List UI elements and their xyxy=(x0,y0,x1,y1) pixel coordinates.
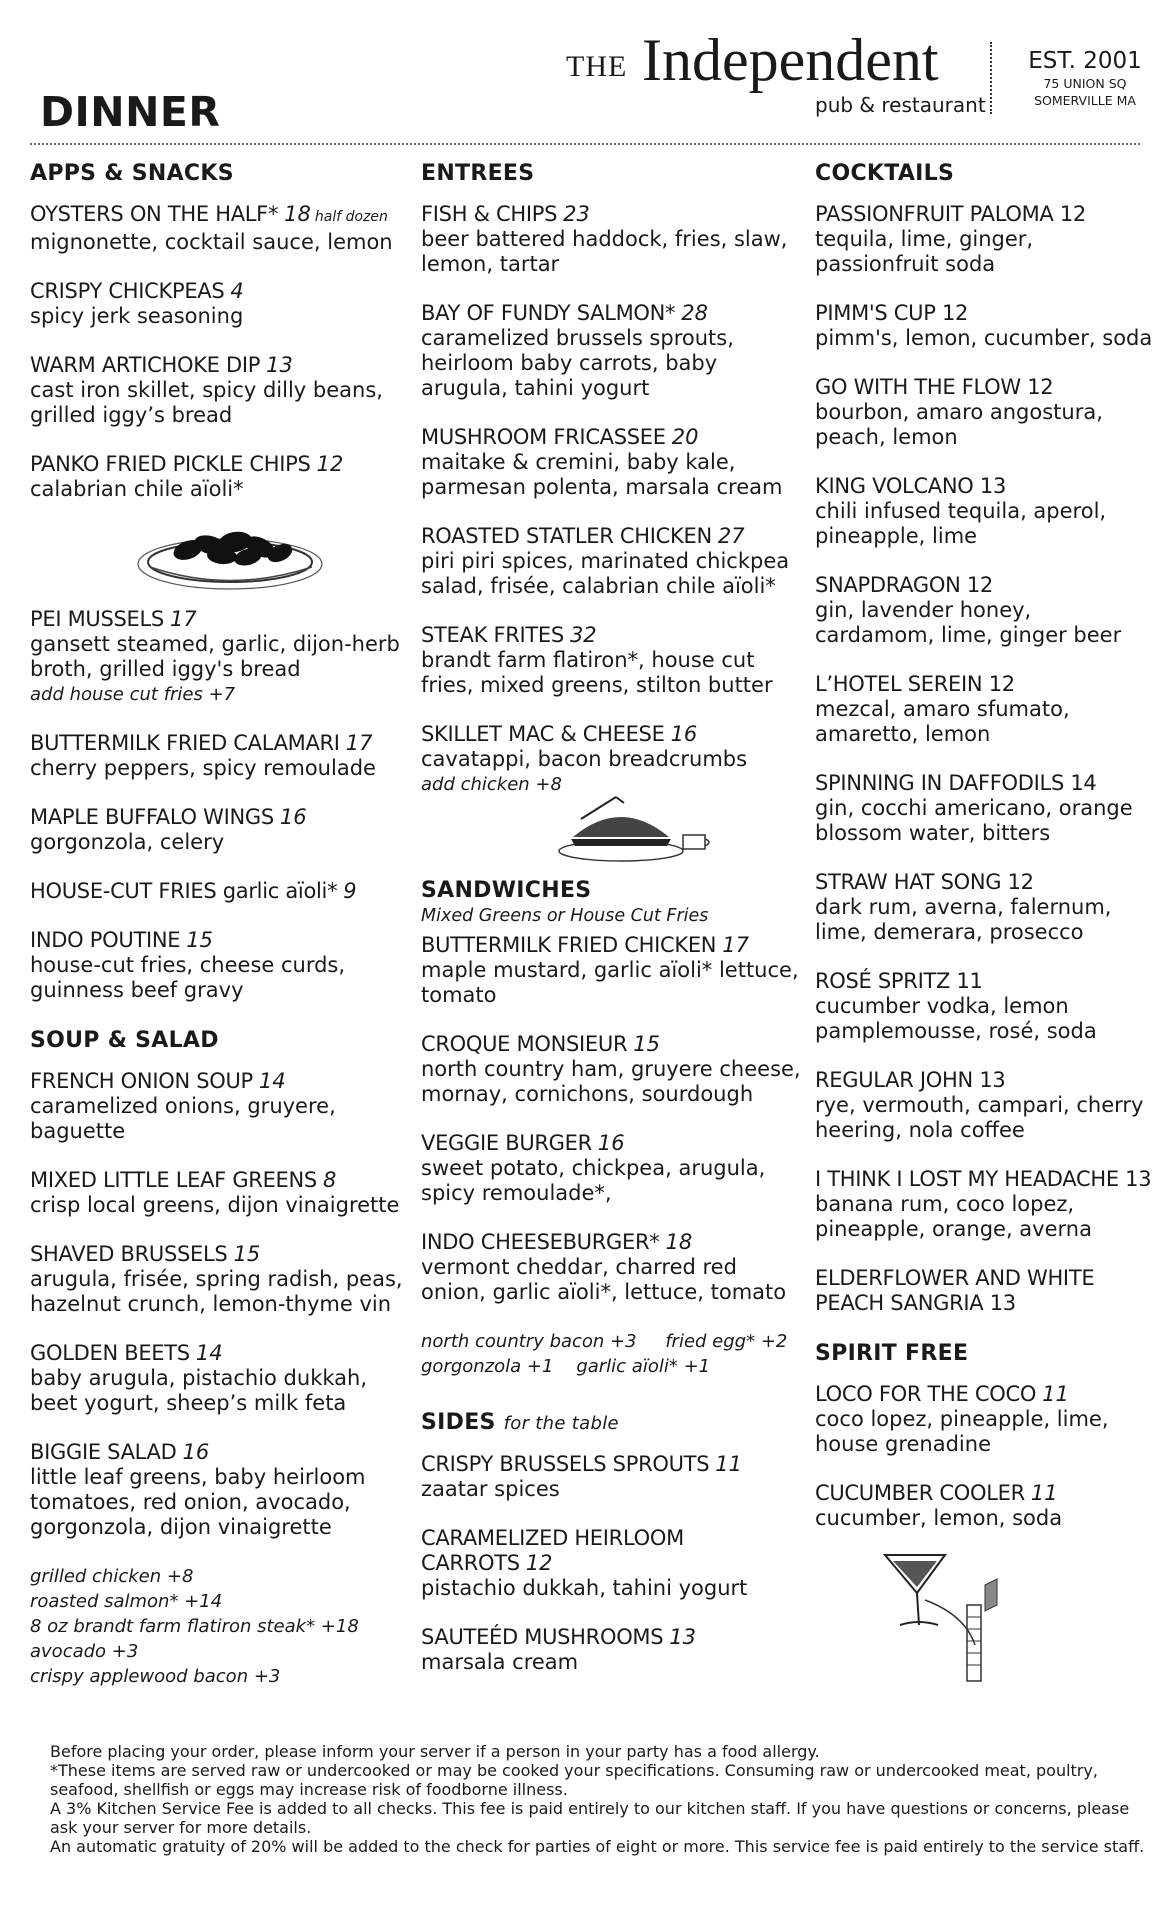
menu-item-price: 16 xyxy=(670,722,698,746)
menu-item-price: 11 xyxy=(1030,1481,1058,1505)
burger-illustration xyxy=(421,789,801,869)
soup-salad-list xyxy=(30,1069,410,1540)
menu-item-description: arugula, frisée, spring radish, peas, hazelnut crunch, lemon-thyme vin xyxy=(30,1267,403,1316)
menu-item-header xyxy=(815,771,1155,796)
footer-raw-food-notice: *These items are served raw or undercooked or may be cooked your specifications. Consuming raw or undercooked meat, poultry, seafood, shellfish or eggs may increase risk of foodborne illness. xyxy=(50,1761,1098,1799)
sandwiches-subtitle: Mixed Greens or House Cut Fries xyxy=(421,906,709,926)
menu-item-description: chili infused tequila, aperol, pineapple, lime xyxy=(815,499,1107,548)
menu-item-name: MUSHROOM FRICASSEE xyxy=(421,425,666,449)
menu-item-name: SPINNING IN DAFFODILS 14 xyxy=(815,771,1097,795)
menu-item-name: ELDERFLOWER AND WHITE PEACH SANGRIA 13 xyxy=(815,1266,1095,1315)
menu-item xyxy=(30,928,410,1003)
menu-item xyxy=(815,1167,1155,1242)
spirit-free-list xyxy=(815,1382,1155,1531)
menu-item-price: 17 xyxy=(722,933,749,957)
menu-item-name: STRAW HAT SONG 12 xyxy=(815,870,1034,894)
menu-item-price: 18 xyxy=(665,1230,693,1254)
menu-item-price-note: half dozen xyxy=(314,209,388,225)
section-title-sides xyxy=(421,1409,801,1438)
menu-item-price: 12 xyxy=(525,1551,553,1575)
menu-item-header xyxy=(30,452,410,477)
menu-item-header xyxy=(421,1452,801,1477)
menu-item xyxy=(815,1481,1155,1531)
menu-item-header xyxy=(421,933,801,958)
menu-item xyxy=(30,1242,410,1317)
menu-item-name: VEGGIE BURGER xyxy=(421,1131,592,1155)
menu-item-price: 18 xyxy=(284,202,311,226)
menu-item-description: little leaf greens, baby heirloom tomatoes, red onion, avocado, gorgonzola, dijon vinaigrette xyxy=(30,1465,366,1539)
menu-item-name: FRENCH ONION SOUP xyxy=(30,1069,253,1093)
menu-item xyxy=(815,771,1155,846)
menu-item xyxy=(30,1440,410,1540)
menu-item-price: 9 xyxy=(343,879,357,903)
menu-item xyxy=(815,375,1155,450)
menu-item-header xyxy=(421,524,801,549)
menu-item-price: 28 xyxy=(681,301,708,325)
menu-item-header xyxy=(421,1131,801,1156)
menu-item-price: 13 xyxy=(266,353,293,377)
menu-item-header xyxy=(815,1382,1155,1407)
menu-item-description: maple mustard, garlic aïoli* lettuce, tomato xyxy=(421,958,799,1007)
menu-item-header xyxy=(815,573,1155,598)
menu-item xyxy=(421,1526,801,1601)
menu-item-description: cast iron skillet, spicy dilly beans, grilled iggy’s bread xyxy=(30,378,383,427)
column-entrees xyxy=(421,160,801,1699)
salad-addon: grilled chicken +8 xyxy=(30,1566,194,1587)
sandwich-addon: gorgonzola +1 xyxy=(421,1356,554,1377)
menu-item xyxy=(30,879,410,904)
menu-item xyxy=(815,1068,1155,1143)
logo-divider xyxy=(990,42,992,114)
menu-item-name: PANKO FRIED PICKLE CHIPS xyxy=(30,452,311,476)
menu-item-description: rye, vermouth, campari, cherry heering, nola coffee xyxy=(815,1093,1144,1142)
menu-item xyxy=(815,672,1155,747)
menu-item-addon-note: add house cut fries +7 xyxy=(30,684,236,705)
menu-item-description: cucumber, lemon, soda xyxy=(815,1506,1063,1530)
menu-item-price: 16 xyxy=(182,1440,210,1464)
menu-item-name: SHAVED BRUSSELS xyxy=(30,1242,228,1266)
menu-item-description: caramelized onions, gruyere, baguette xyxy=(30,1094,336,1143)
menu-item-description: coco lopez, pineapple, lime, house grenadine xyxy=(815,1407,1109,1456)
menu-item xyxy=(421,524,801,599)
sandwich-addon: garlic aïoli* +1 xyxy=(576,1356,711,1377)
menu-item-description: gin, lavender honey, cardamom, lime, ginger beer xyxy=(815,598,1122,647)
sandwiches-list xyxy=(421,933,801,1305)
menu-item-header xyxy=(421,202,801,227)
menu-item-description: brandt farm flatiron*, house cut fries, mixed greens, stilton butter xyxy=(421,648,773,697)
menu-item-name: CRISPY BRUSSELS SPROUTS xyxy=(421,1452,710,1476)
menu-item-header xyxy=(421,1625,801,1650)
menu-item-header xyxy=(30,928,410,953)
menu-item-name: L’HOTEL SEREIN 12 xyxy=(815,672,1015,696)
column-cocktails xyxy=(815,160,1155,1685)
menu-item-name: MAPLE BUFFALO WINGS xyxy=(30,805,274,829)
menu-item-name: ROASTED STATLER CHICKEN xyxy=(421,524,712,548)
menu-item-description: marsala cream xyxy=(421,1650,579,1674)
menu-item-name: CRISPY CHICKPEAS xyxy=(30,279,225,303)
menu-item-name: BUTTERMILK FRIED CALAMARI xyxy=(30,731,340,755)
section-title-sandwiches: SANDWICHES xyxy=(421,878,592,903)
menu-item-header xyxy=(815,375,1155,400)
menu-item-header xyxy=(815,969,1155,994)
menu-item-name: REGULAR JOHN 13 xyxy=(815,1068,1006,1092)
mussels-plate-illustration xyxy=(30,512,410,597)
menu-item xyxy=(421,301,801,401)
footer-gratuity-notice: An automatic gratuity of 20% will be added to the check for parties of eight or more. This service fee is paid entirely to the service staff. xyxy=(50,1837,1145,1856)
menu-item-header xyxy=(30,1242,410,1267)
menu-item-price: 23 xyxy=(563,202,590,226)
cocktails-list xyxy=(815,202,1155,1316)
menu-item-header xyxy=(815,1266,1155,1316)
menu-item-description: bourbon, amaro angostura, peach, lemon xyxy=(815,400,1103,449)
menu-item xyxy=(815,202,1155,277)
menu-item xyxy=(421,1230,801,1305)
menu-item-header xyxy=(815,870,1155,895)
menu-item-price: 8 xyxy=(322,1168,337,1192)
menu-item-description: cucumber vodka, lemon pamplemousse, rosé, soda xyxy=(815,994,1097,1043)
menu-item-name: INDO POUTINE xyxy=(30,928,181,952)
menu-item-description: beer battered haddock, fries, slaw, lemon, tartar xyxy=(421,227,788,276)
menu-item-description: dark rum, averna, falernum, lime, demerara, prosecco xyxy=(815,895,1112,944)
menu-item xyxy=(30,1168,410,1218)
menu-item-header xyxy=(815,1481,1155,1506)
menu-item-name: CARAMELIZED HEIRLOOM CARROTS xyxy=(421,1526,684,1575)
menu-item-price: 17 xyxy=(345,731,373,755)
sides-title: SIDES xyxy=(421,1410,496,1435)
menu-item xyxy=(421,933,801,1008)
menu-item xyxy=(815,573,1155,648)
menu-item xyxy=(421,425,801,500)
menu-item-price: 15 xyxy=(233,1242,261,1266)
menu-item xyxy=(30,731,410,781)
menu-item-description: gansett steamed, garlic, dijon-herb broth, grilled iggy's bread xyxy=(30,632,400,681)
menu-item-description: mezcal, amaro sfumato, amaretto, lemon xyxy=(815,697,1070,746)
menu-item-header xyxy=(421,623,801,648)
menu-item xyxy=(30,1069,410,1144)
sandwich-addon: fried egg* +2 xyxy=(665,1331,788,1352)
menu-item-header xyxy=(815,301,1155,326)
menu-item-header xyxy=(30,805,410,830)
menu-item xyxy=(421,1452,801,1502)
menu-item xyxy=(815,969,1155,1044)
menu-item-name: SAUTEÉD MUSHROOMS xyxy=(421,1625,664,1649)
menu-item-name: BAY OF FUNDY SALMON* xyxy=(421,301,676,325)
menu-item-description: calabrian chile aïoli* xyxy=(30,477,244,501)
menu-item-header xyxy=(30,1069,410,1094)
menu-item xyxy=(815,301,1155,351)
menu-item-header xyxy=(30,731,410,756)
section-title-apps: APPS & SNACKS xyxy=(30,161,234,186)
menu-item xyxy=(421,1032,801,1107)
menu-item-price: 15 xyxy=(186,928,213,952)
apps-list-continued xyxy=(30,607,410,1003)
column-apps-salad xyxy=(30,160,410,1689)
footer-kitchen-fee-notice: A 3% Kitchen Service Fee is added to all checks. This fee is paid entirely to our kitchen staff. If you have questions or concerns, please ask your server for more details. xyxy=(50,1799,1130,1837)
salad-addon: roasted salmon* +14 xyxy=(30,1591,223,1612)
menu-item xyxy=(30,279,410,329)
menu-item-header xyxy=(421,425,801,450)
menu-item-price: 16 xyxy=(597,1131,625,1155)
menu-item-name: HOUSE-CUT FRIES garlic aïoli* xyxy=(30,879,338,903)
menu-item-price: 32 xyxy=(569,623,597,647)
apps-list xyxy=(30,202,410,502)
menu-item-price: 4 xyxy=(230,279,244,303)
menu-item-price: 27 xyxy=(717,524,745,548)
menu-item-name: OYSTERS ON THE HALF* xyxy=(30,202,279,226)
menu-item-name: CROQUE MONSIEUR xyxy=(421,1032,628,1056)
menu-item-price: 13 xyxy=(669,1625,697,1649)
menu-item-header xyxy=(815,202,1155,227)
cocktail-glass-illustration xyxy=(815,1545,1155,1685)
menu-item-header xyxy=(30,279,410,304)
sandwich-addon: north country bacon +3 xyxy=(421,1331,637,1352)
section-title-spirit-free: SPIRIT FREE xyxy=(815,1341,969,1366)
menu-item-name: MIXED LITTLE LEAF GREENS xyxy=(30,1168,317,1192)
menu-item-name: PASSIONFRUIT PALOMA 12 xyxy=(815,202,1086,226)
menu-item-header xyxy=(30,1440,410,1465)
salad-addon: crispy applewood bacon +3 xyxy=(30,1666,281,1687)
menu-item-name: GOLDEN BEETS xyxy=(30,1341,190,1365)
menu-item-price: 17 xyxy=(169,607,197,631)
menu-item xyxy=(421,623,801,698)
menu-item-name: I THINK I LOST MY HEADACHE 13 xyxy=(815,1167,1152,1191)
menu-item-name: PIMM'S CUP 12 xyxy=(815,301,969,325)
menu-item-description: pistachio dukkah, tahini yogurt xyxy=(421,1576,748,1600)
menu-item-name: CUCUMBER COOLER xyxy=(815,1481,1025,1505)
menu-item-header xyxy=(815,1068,1155,1093)
menu-item xyxy=(815,1266,1155,1316)
menu-item-description: house-cut fries, cheese curds, guinness beef gravy xyxy=(30,953,346,1002)
menu-item-name: FISH & CHIPS xyxy=(421,202,558,226)
salad-addon: 8 oz brandt farm flatiron steak* +18 xyxy=(30,1616,359,1637)
menu-item-description: north country ham, gruyere cheese, mornay, cornichons, sourdough xyxy=(421,1057,801,1106)
logo-the: THE xyxy=(566,50,628,83)
menu-item-description: zaatar spices xyxy=(421,1477,560,1501)
menu-item-name: PEI MUSSELS xyxy=(30,607,164,631)
menu-item-header xyxy=(30,353,410,378)
menu-item xyxy=(421,202,801,277)
menu-item-name: ROSÉ SPRITZ 11 xyxy=(815,969,983,993)
menu-item-name: WARM ARTICHOKE DIP xyxy=(30,353,261,377)
menu-item xyxy=(421,1131,801,1206)
menu-item-description: vermont cheddar, charred red onion, garlic aïoli*, lettuce, tomato xyxy=(421,1255,787,1304)
menu-item-price: 12 xyxy=(316,452,344,476)
sandwich-addons xyxy=(421,1329,801,1379)
address-street: 75 UNION SQ xyxy=(1043,76,1127,91)
salad-addon: avocado +3 xyxy=(30,1641,139,1662)
menu-item-price: 16 xyxy=(279,805,307,829)
entrees-list xyxy=(421,202,801,797)
header-divider xyxy=(30,143,1140,145)
menu-item-name: BUTTERMILK FRIED CHICKEN xyxy=(421,933,717,957)
menu-item xyxy=(30,805,410,855)
sides-list xyxy=(421,1452,801,1675)
menu-item-description: pimm's, lemon, cucumber, soda xyxy=(815,326,1153,350)
section-title-soup-salad: SOUP & SALAD xyxy=(30,1028,219,1053)
section-title-cocktails: COCKTAILS xyxy=(815,161,955,186)
menu-item-description: banana rum, coco lopez, pineapple, orange, averna xyxy=(815,1192,1092,1241)
menu-item xyxy=(30,353,410,428)
menu-item-description: cavatappi, bacon breadcrumbs xyxy=(421,747,748,771)
menu-item-description: baby arugula, pistachio dukkah, beet yogurt, sheep’s milk feta xyxy=(30,1366,368,1415)
menu-item-description: spicy jerk seasoning xyxy=(30,304,244,328)
section-title-entrees: ENTREES xyxy=(421,161,535,186)
menu-item-header xyxy=(30,1341,410,1366)
menu-item-description: sweet potato, chickpea, arugula, spicy remoulade*, xyxy=(421,1156,766,1205)
menu-item-header xyxy=(421,1526,801,1576)
menu-item-name: STEAK FRITES xyxy=(421,623,564,647)
menu-item-addon-note: add chicken +8 xyxy=(421,774,562,795)
menu-item-price: 11 xyxy=(715,1452,742,1476)
menu-item-description: gin, cocchi americano, orange blossom water, bitters xyxy=(815,796,1133,845)
menu-item-header xyxy=(30,879,410,904)
footer-notices xyxy=(50,1742,1150,1856)
menu-item-price: 14 xyxy=(195,1341,223,1365)
menu-item-header xyxy=(421,1032,801,1057)
logo-subtitle: pub & restaurant xyxy=(815,93,986,117)
menu-item-description: piri piri spices, marinated chickpea salad, frisée, calabrian chile aïoli* xyxy=(421,549,790,598)
menu-item xyxy=(815,870,1155,945)
menu-item-description: tequila, lime, ginger, passionfruit soda xyxy=(815,227,1034,276)
sides-subtitle: for the table xyxy=(503,1413,619,1434)
menu-item xyxy=(815,1382,1155,1457)
menu-item-name: LOCO FOR THE COCO xyxy=(815,1382,1037,1406)
footer-allergy-notice: Before placing your order, please inform your server if a person in your party has a food allergy. xyxy=(50,1742,820,1761)
menu-item xyxy=(30,607,410,707)
menu-item-header xyxy=(421,301,801,326)
menu-item-header xyxy=(815,474,1155,499)
menu-item-header xyxy=(421,1230,801,1255)
menu-item-name: BIGGIE SALAD xyxy=(30,1440,177,1464)
established-year: EST. 2001 xyxy=(1028,48,1142,74)
menu-item-header xyxy=(30,1168,410,1193)
menu-item-name: GO WITH THE FLOW 12 xyxy=(815,375,1054,399)
salad-addons xyxy=(30,1564,410,1689)
menu-item-name: KING VOLCANO 13 xyxy=(815,474,1007,498)
menu-item-header xyxy=(815,672,1155,697)
menu-item-price: 14 xyxy=(258,1069,286,1093)
menu-item xyxy=(30,1341,410,1416)
menu-item xyxy=(30,452,410,502)
menu-item-header xyxy=(815,1167,1155,1192)
menu-item-description: maitake & cremini, baby kale, parmesan polenta, marsala cream xyxy=(421,450,783,499)
menu-item xyxy=(30,202,410,255)
menu-item-description: caramelized brussels sprouts, heirloom baby carrots, baby arugula, tahini yogurt xyxy=(421,326,734,400)
menu-item-header xyxy=(421,722,801,747)
menu-item-description: gorgonzola, celery xyxy=(30,830,225,854)
menu-item-description: mignonette, cocktail sauce, lemon xyxy=(30,230,393,254)
menu-item-price: 20 xyxy=(671,425,699,449)
menu-item xyxy=(421,1625,801,1675)
page-title: DINNER xyxy=(40,88,221,136)
menu-item-name: SKILLET MAC & CHEESE xyxy=(421,722,665,746)
menu-item-description: crisp local greens, dijon vinaigrette xyxy=(30,1193,400,1217)
menu-item-header xyxy=(30,607,410,632)
logo-name: Independent xyxy=(642,27,939,93)
menu-item xyxy=(815,474,1155,549)
address-city: SOMERVILLE MA xyxy=(1034,93,1136,108)
menu-item-name: SNAPDRAGON 12 xyxy=(815,573,993,597)
menu-item-price: 11 xyxy=(1042,1382,1069,1406)
menu-item-name: INDO CHEESEBURGER* xyxy=(421,1230,660,1254)
menu-item xyxy=(421,722,801,797)
menu-item-description: cherry peppers, spicy remoulade xyxy=(30,756,376,780)
menu-item-price: 15 xyxy=(633,1032,660,1056)
menu-item-header xyxy=(30,202,410,230)
